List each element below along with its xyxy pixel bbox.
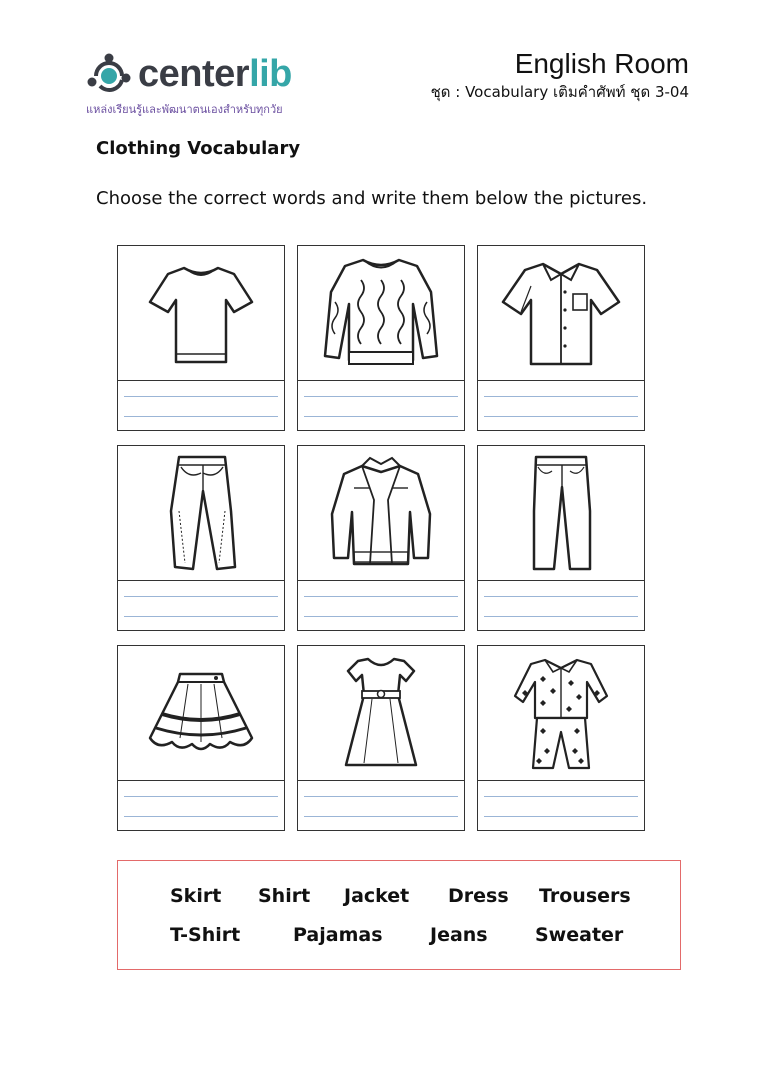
header-right — [431, 48, 689, 102]
word-bank-item: Jacket — [344, 885, 410, 907]
worksheet-instructions: Choose the correct words and write them below the pictures. — [96, 188, 648, 209]
picture-frame — [298, 646, 464, 781]
picture-frame — [478, 246, 644, 381]
shirt-icon — [499, 256, 623, 370]
logo-text-accent: lib — [249, 53, 292, 95]
answer-line — [484, 796, 638, 797]
picture-cell — [297, 645, 465, 831]
picture-frame — [118, 446, 284, 581]
sweater-icon — [321, 252, 441, 374]
picture-cell — [477, 645, 645, 831]
skirt-icon — [144, 668, 258, 758]
logo-mark-icon — [86, 52, 136, 98]
picture-frame — [118, 646, 284, 781]
answer-line — [304, 416, 458, 417]
answer-line — [304, 796, 458, 797]
picture-frame — [298, 446, 464, 581]
t-shirt-icon — [146, 258, 256, 368]
answer-line — [124, 796, 278, 797]
picture-cell — [117, 245, 285, 431]
picture-cell — [297, 445, 465, 631]
picture-frame — [478, 446, 644, 581]
answer-line — [484, 596, 638, 597]
logo-wordmark — [138, 52, 292, 96]
worksheet-title: Clothing Vocabulary — [96, 138, 301, 159]
picture-cell — [477, 245, 645, 431]
answer-line — [124, 596, 278, 597]
dress-icon — [338, 653, 424, 773]
logo-tagline: แหล่งเรียนรู้และพัฒนาตนเองสำหรับทุกวัย — [86, 103, 283, 116]
picture-frame — [118, 246, 284, 381]
word-bank-item: Skirt — [170, 885, 222, 907]
room-subtitle: ชุด : Vocabulary เติมคำศัพท์ ชุด 3-04 — [430, 83, 689, 101]
answer-line — [484, 616, 638, 617]
picture-frame — [478, 646, 644, 781]
word-bank-item: Pajamas — [293, 924, 383, 946]
answer-line — [484, 416, 638, 417]
answer-line — [124, 416, 278, 417]
jeans-icon — [161, 451, 241, 575]
answer-line — [304, 396, 458, 397]
centerlib-logo — [86, 48, 316, 118]
pajamas-icon — [511, 652, 611, 774]
picture-cell — [117, 445, 285, 631]
answer-line — [304, 816, 458, 817]
word-bank-item: T-Shirt — [170, 924, 241, 946]
answer-line — [304, 616, 458, 617]
logo-text-dark: center — [138, 53, 250, 95]
word-bank — [117, 860, 681, 970]
answer-line — [484, 396, 638, 397]
word-bank-item: Sweater — [535, 924, 624, 946]
picture-frame — [298, 246, 464, 381]
word-bank-item: Shirt — [258, 885, 311, 907]
picture-cell — [117, 645, 285, 831]
word-bank-item: Trousers — [539, 885, 631, 907]
picture-cell — [477, 445, 645, 631]
trousers-icon — [526, 451, 596, 575]
room-title: English Room — [514, 48, 689, 79]
jacket-icon — [326, 454, 436, 572]
answer-line — [124, 816, 278, 817]
picture-grid — [117, 245, 647, 833]
answer-line — [124, 396, 278, 397]
word-bank-item: Dress — [448, 885, 509, 907]
answer-line — [484, 816, 638, 817]
word-bank-item: Jeans — [430, 924, 488, 946]
answer-line — [124, 616, 278, 617]
picture-cell — [297, 245, 465, 431]
answer-line — [304, 596, 458, 597]
